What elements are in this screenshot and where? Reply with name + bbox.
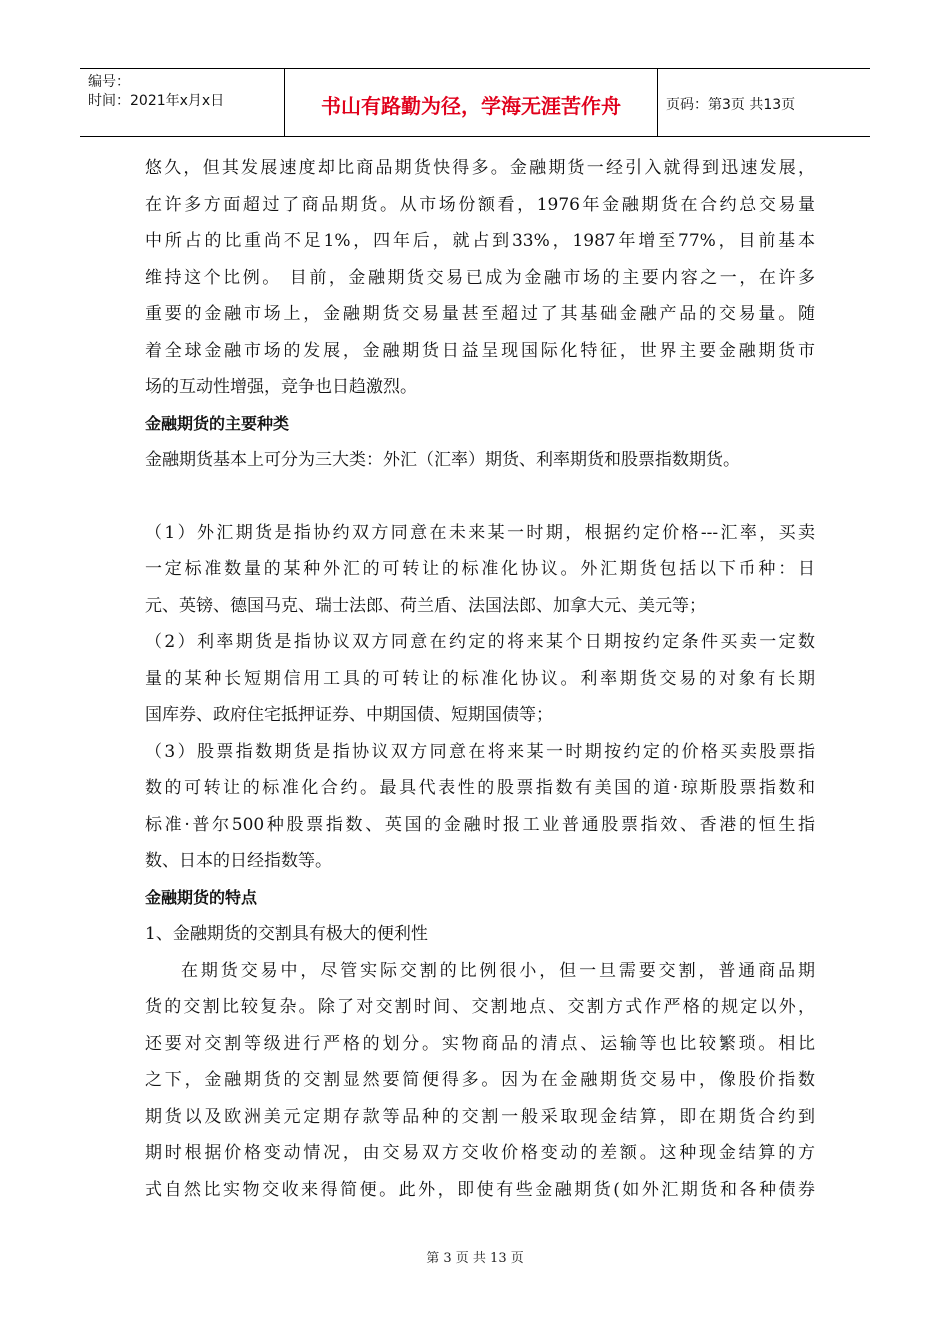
text-line: 还要对交割等级进行严格的划分。实物商品的清点、运输等也比较繁琐。相比: [145, 1033, 815, 1054]
time-label: 时间：2021年x月x日: [88, 93, 225, 109]
text-line: 场的互动性增强，竞争也日趋激烈。: [145, 377, 417, 397]
text-line: 之下，金融期货的交割显然要简便得多。因为在金融期货交易中，像股价指数: [145, 1070, 815, 1090]
text-line: 数的可转让的标准化合约。最具代表性的股票指数有美国的道·琼斯股票指数和: [145, 778, 815, 798]
text-line: 式自然比实物交收来得简便。此外，即使有些金融期货(如外汇期货和各种债券: [145, 1179, 815, 1200]
text-line: 货的交割比较复杂。除了对交割时间、交割地点、交割方式作严格的规定以外，: [145, 997, 815, 1017]
text-line: 标准·普尔500种股票指数、英国的金融时报工业普通股票指效、香港的恒生指: [145, 814, 815, 835]
text-line: 悠久，但其发展速度却比商品期货快得多。金融期货一经引入就得到迅速发展，: [145, 158, 815, 178]
text-line: 重要的金融市场上，金融期货交易量甚至超过了其基础金融产品的交易量。随: [145, 304, 815, 324]
text-line: 期时根据价格变动情况，由交易双方交收价格变动的差额。这种现金结算的方: [145, 1143, 815, 1163]
text-line: 元、英镑、德国马克、瑞士法郎、荷兰盾、法国法郎、加拿大元、美元等；: [145, 595, 706, 616]
text-line: 维持这个比例。 目前，金融期货交易已成为金融市场的主要内容之一，在许多: [145, 267, 815, 288]
page-header: [80, 68, 870, 137]
header-motto: 书山有路勤为径，学海无涯苦作舟: [285, 69, 658, 136]
section-heading-features: 金融期货的特点: [145, 887, 258, 907]
text-line: 期货以及欧洲美元定期存款等品种的交割一般采取现金结算，即在期货合约到: [145, 1106, 815, 1127]
header-meta: [80, 69, 285, 136]
list-item-interest-futures: [145, 624, 815, 734]
text-line: 一定标准数量的某种外汇的可转让的标准化协议。外汇期货包括以下币种：日: [145, 559, 815, 579]
paragraph-delivery: [145, 953, 815, 1209]
text-line: （2）利率期货是指协议双方同意在约定的将来某个日期按约定条件买卖一定数: [145, 632, 815, 652]
types-intro: 金融期货基本上可分为三大类：外汇（汇率）期货、利率期货和股票指数期货。: [145, 450, 740, 470]
document-body: [145, 150, 815, 1208]
number-label: 编号：: [88, 74, 130, 90]
paragraph-history: [145, 150, 815, 406]
list-item-index-futures: [145, 734, 815, 880]
page-footer: 第 3 页 共 13 页: [426, 1251, 524, 1266]
section-heading-types: 金融期货的主要种类: [145, 413, 290, 433]
text-line: （1）外汇期货是指协约双方同意在未来某一时期，根据约定价格---汇率，买卖: [145, 522, 815, 543]
feature-title: 1、金融期货的交割具有极大的便利性: [145, 924, 428, 944]
text-line: （3）股票指数期货是指协议双方同意在将来某一时期按约定的价格买卖股票指: [145, 741, 815, 762]
text-line: 中所占的比重尚不足1%，四年后，就占到33%，1987年增至77%，目前基本: [145, 231, 815, 251]
header-page-info: 页码：第3页 共13页: [666, 96, 796, 113]
list-item-fx-futures: [145, 515, 815, 625]
text-line: 数、日本的日经指数等。: [145, 851, 332, 871]
text-line: 在期货交易中，尽管实际交割的比例很小，但一旦需要交割，普通商品期: [181, 960, 815, 981]
text-line: 国库券、政府住宅抵押证券、中期国债、短期国债等；: [145, 705, 553, 725]
text-line: 在许多方面超过了商品期货。从市场份额看，1976年金融期货在合约总交易量: [145, 194, 815, 215]
text-line: 着全球金融市场的发展，金融期货日益呈现国际化特征，世界主要金融期货市: [145, 340, 815, 361]
text-line: 量的某种长短期信用工具的可转让的标准化协议。利率期货交易的对象有长期: [145, 668, 815, 689]
blank-line: [145, 479, 815, 515]
